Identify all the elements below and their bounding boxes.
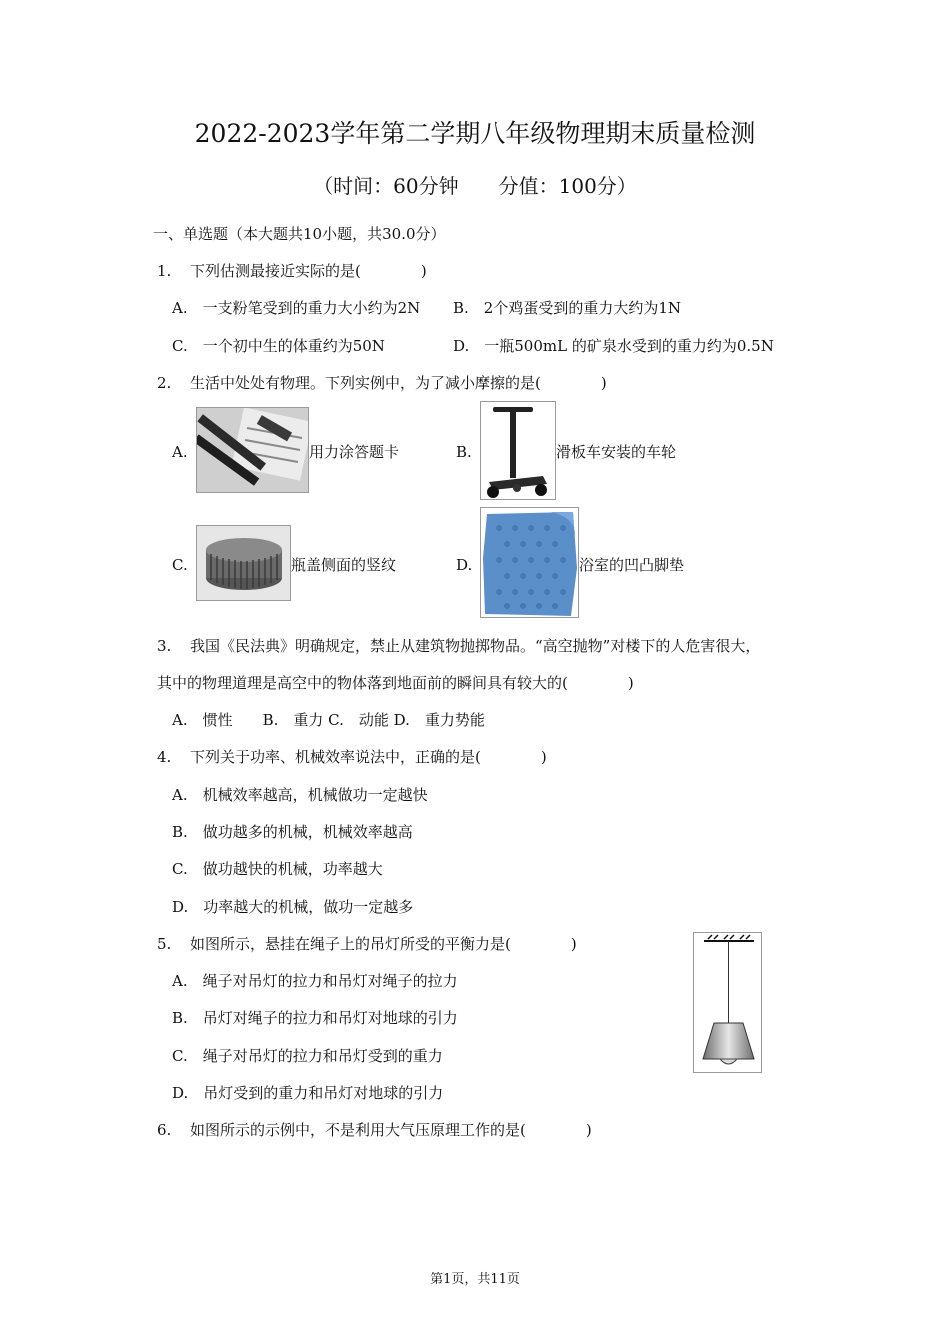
page-title: 2022-2023学年第二学期八年级物理期末质量检测 bbox=[194, 119, 756, 148]
question-4-option-b: B. 做功越多的机械，机械效率越高 bbox=[172, 823, 413, 841]
section-heading: 一、单选题（本大题共10小题，共30.0分） bbox=[153, 225, 446, 243]
scooter-icon bbox=[481, 402, 556, 500]
bottle-cap-icon bbox=[197, 526, 291, 601]
answer-card-image bbox=[196, 407, 309, 493]
question-2-option-c-letter: C. bbox=[172, 556, 188, 574]
pendant-lamp-icon bbox=[694, 933, 762, 1073]
question-1-number: 1. bbox=[157, 262, 172, 280]
question-4-option-a: A. 机械效率越高，机械做功一定越快 bbox=[172, 786, 428, 804]
question-1-option-b: B. 2个鸡蛋受到的重力大约为1N bbox=[453, 299, 682, 317]
question-4-option-d: D. 功率越大的机械，做功一定越多 bbox=[172, 898, 414, 916]
question-1-option-d: D. 一瓶500mL 的矿泉水受到的重力约为0.5N bbox=[453, 337, 774, 355]
question-5-option-a: A. 绳子对吊灯的拉力和吊灯对绳子的拉力 bbox=[172, 972, 458, 990]
bath-mat-icon bbox=[481, 508, 579, 618]
question-5-option-d: D. 吊灯受到的重力和吊灯对地球的引力 bbox=[172, 1084, 444, 1102]
page-subtitle: （时间：60分钟 分值：100分） bbox=[313, 174, 637, 198]
question-5-number: 5. bbox=[157, 935, 172, 953]
question-1-stem: 下列估测最接近实际的是( ) bbox=[190, 262, 427, 280]
question-2-option-a-text: 用力涂答题卡 bbox=[309, 443, 400, 461]
question-1-option-c: C. 一个初中生的体重约为50N bbox=[172, 337, 385, 355]
question-1-option-a: A. 一支粉笔受到的重力大小约为2N bbox=[172, 299, 421, 317]
bottle-cap-image bbox=[196, 525, 291, 601]
question-3-line-1: 我国《民法典》明确规定，禁止从建筑物抛掷物品。“高空抛物”对楼下的人危害很大， bbox=[190, 637, 761, 655]
question-4-number: 4. bbox=[157, 748, 172, 766]
question-4-stem: 下列关于功率、机械效率说法中，正确的是( ) bbox=[190, 748, 547, 766]
question-2-option-d-letter: D. bbox=[456, 556, 473, 574]
question-4-option-c: C. 做功越快的机械，功率越大 bbox=[172, 860, 383, 878]
scooter-image bbox=[480, 401, 556, 500]
question-6-number: 6. bbox=[157, 1121, 172, 1139]
question-5-stem: 如图所示，悬挂在绳子上的吊灯所受的平衡力是( ) bbox=[190, 935, 577, 953]
question-5-option-c: C. 绳子对吊灯的拉力和吊灯受到的重力 bbox=[172, 1047, 443, 1065]
question-3-options: A. 惯性 B. 重力 C. 动能 D. 重力势能 bbox=[172, 711, 485, 729]
bath-mat-image bbox=[480, 507, 579, 618]
pendant-lamp-image bbox=[693, 932, 762, 1073]
question-5-option-b: B. 吊灯对绳子的拉力和吊灯对地球的引力 bbox=[172, 1009, 458, 1027]
question-2-option-b-letter: B. bbox=[456, 443, 472, 461]
question-2-option-d-text: 浴室的凹凸脚垫 bbox=[579, 556, 685, 574]
question-2-option-c-text: 瓶盖侧面的竖纹 bbox=[291, 556, 397, 574]
question-3-line-2: 其中的物理道理是高空中的物体落到地面前的瞬间具有较大的( ) bbox=[157, 674, 634, 692]
page-footer: 第1页，共11页 bbox=[430, 1272, 520, 1287]
question-2-option-b-text: 滑板车安装的车轮 bbox=[556, 443, 677, 461]
question-2-stem: 生活中处处有物理。下列实例中，为了减小摩擦的是( ) bbox=[190, 374, 607, 392]
question-2-option-a-letter: A. bbox=[172, 443, 188, 461]
question-2-number: 2. bbox=[157, 374, 172, 392]
answer-card-pencil-icon bbox=[197, 408, 309, 493]
question-3-number: 3. bbox=[157, 637, 172, 655]
question-6-stem: 如图所示的示例中，不是利用大气压原理工作的是( ) bbox=[190, 1121, 592, 1139]
